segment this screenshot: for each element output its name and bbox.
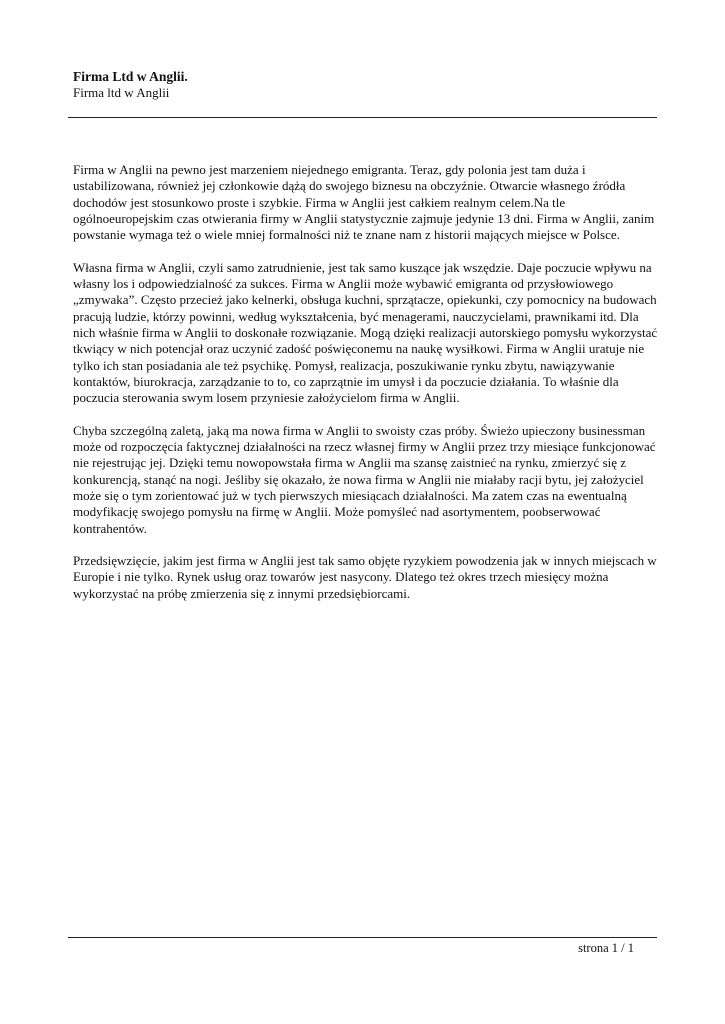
article-paragraph-4: Przedsięwzięcie, jakim jest firma w Anglii jest tak samo objęte ryzykiem powodzenia jak w innych miejscach w Europie i nie tylko. Rynek usług oraz towarów jest nasycony. Dlatego też okres trzech miesięcy można wykorzystać na próbę zmierzenia się z innymi przedsiębiorcami.	[73, 553, 657, 601]
article-paragraph-1: Firma w Anglii na pewno jest marzeniem niejednego emigranta. Teraz, gdy polonia jest tam duża i ustabilizowana, również jej członkowie dążą do swojego biznesu na obczyźnie. Otwarcie własnego źródła dochodów jest stosunkowo proste i szybkie. Firma w Anglii jest całkiem realnym celem.Na tle ogólnoeuropejskim czas otwierania firmy w Anglii statystycznie zajmuje jedynie 13 dni. Firma w Anglii, zanim powstanie wymaga też o wiele mniej formalności niż te znane nam z historii mających miejsce w Polsce.	[73, 162, 655, 243]
article-paragraph-2: Własna firma w Anglii, czyli samo zatrudnienie, jest tak samo kuszące jak wszędzie. Daje poczucie wpływu na własny los i odpowiedzialność za sukces. Firma w Anglii może wybawić emigranta od przysłowiowego „zmywaka”. Często przecież jako kelnerki, obsługa kuchni, sprzątacze, opiekunki, czy pomocnicy na budowach pracują ludzie, którzy powinni, według wykształcenia, być menagerami, nauczycielami, prawnikami itd. Dla nich właśnie firma w Anglii to doskonałe rozwiązanie. Mogą dzięki realizacji autorskiego pomysłu wykorzystać tkwiący w nich potencjał oraz uczynić zadość poświęconemu na naukę wysiłkowi. Firma w Anglii uratuje nie tylko ich stan posiadania ale też psychikę. Pomysł, realizacja, poszukiwanie rynku zbytu, nawiązywanie kontaktów, biurokracja, zarządzanie to to, co zaprzątnie im umysł i da poczucie działania. To właśnie dla poczucia sterowania swym losem przyniesie założycielom firma w Anglii.	[73, 259, 658, 406]
article-body	[73, 162, 659, 618]
document-subtitle: Firma ltd w Anglii	[73, 85, 170, 100]
page-number: strona 1 / 1	[578, 941, 634, 955]
document-title: Firma Ltd w Anglii.	[73, 69, 188, 84]
page-header	[73, 69, 658, 101]
footer-divider	[68, 937, 657, 938]
article-paragraph-3: Chyba szczególną zaletą, jaką ma nowa firma w Anglii to swoisty czas próby. Świeżo upieczony businessman może od rozpoczęcia faktycznej działalności na rzecz własnej firmy w Anglii przez trzy miesiące funkcjonować nie rejestrując jej. Dzięki temu nowopowstała firma w Anglii ma szansę zaistnieć na rynku, zmierzyć się z konkurencją, stanąć na nogi. Jeśliby się okazało, że nowa firma w Anglii nie miałaby racji bytu, jej założyciel może się o tym zorientować już w tych pierwszych miesiącach działalności. Ma zatem czas na ewentualną modyfikację swojego pomysłu na firmę w Anglii. Może pomyśleć nad asortymentem, poobserwować kontrahentów.	[73, 422, 656, 536]
header-divider	[68, 117, 657, 118]
